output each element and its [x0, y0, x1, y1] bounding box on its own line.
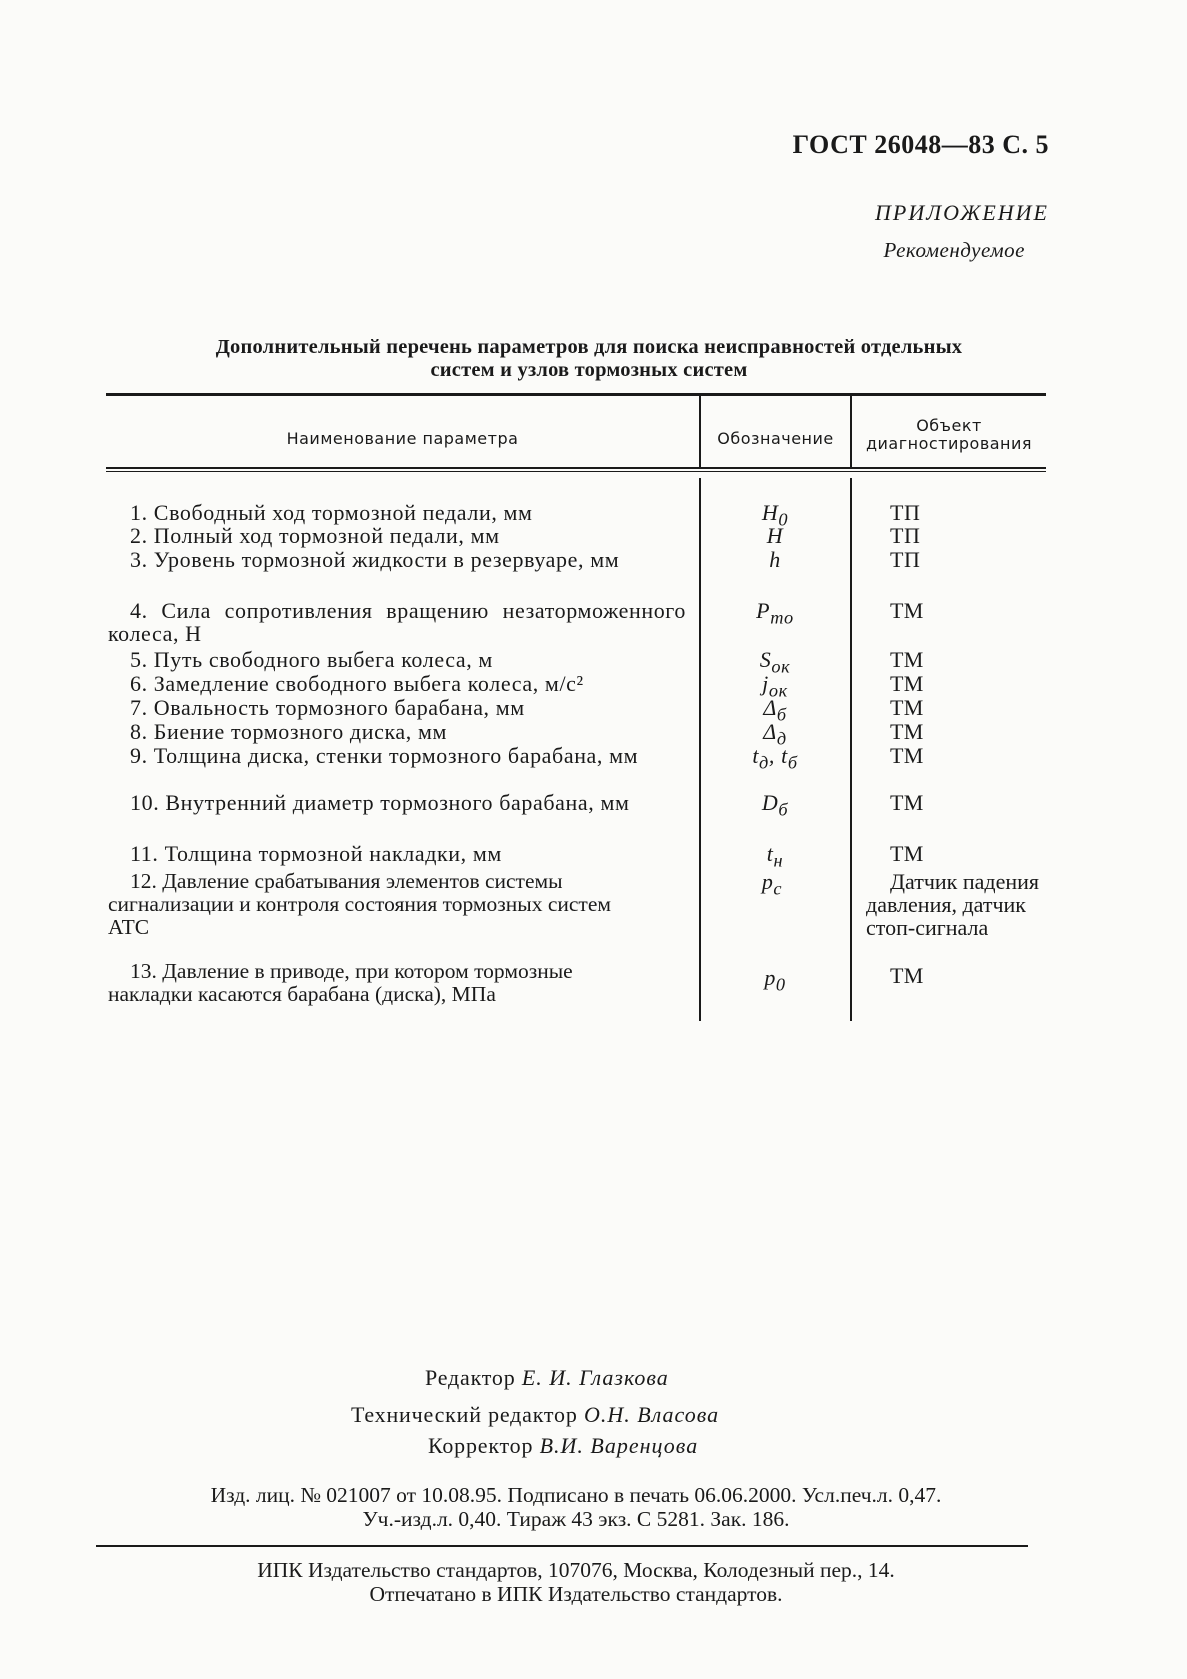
- table-row-4-object: ТМ: [890, 598, 924, 623]
- table-row-7-object: ТМ: [890, 695, 924, 720]
- table-title-line-1: Дополнительный перечень параметров для поиска неисправностей отдельных: [215, 336, 963, 358]
- tech-editor-name: О.Н. Власова: [583, 1402, 720, 1427]
- table-row-1-symbol: $H_0$: [761, 500, 789, 530]
- column-header-object: [852, 417, 1046, 453]
- appendix-status: Рекомендуемое: [883, 238, 1025, 262]
- table-row-10-object: ТМ: [890, 790, 924, 815]
- table-row-8-object: ТМ: [890, 719, 924, 744]
- column-header-object-line-1: Объект: [916, 416, 982, 435]
- table-row-2-object: ТП: [890, 523, 921, 548]
- table-row-1-name: 1. Свободный ход тормозной педали, мм: [130, 500, 533, 525]
- table-row-5-object: ТМ: [890, 647, 924, 672]
- table-row-7-name: 7. Овальность тормозного барабана, мм: [130, 695, 525, 720]
- table-row-12-object: Датчик падения давления, датчик стоп-сигнала: [866, 869, 1040, 940]
- column-header-symbol: Обозначение: [717, 429, 834, 448]
- table-row-3-object: ТП: [890, 547, 921, 572]
- table-title: [106, 336, 1072, 382]
- table-row-4-name: 4. Сила сопротивления вращению незаторможенного колеса, Н: [108, 598, 686, 646]
- imprint-line-4: Отпечатано в ИПК Издательство стандартов.: [369, 1582, 783, 1606]
- table-row-12-name: 12. Давление срабатывания элементов системы сигнализации и контроля состояния тормозных систем АТС: [108, 869, 611, 939]
- table-row-11-name: 11. Толщина тормозной накладки, мм: [130, 841, 502, 866]
- table-row-1-object: ТП: [890, 500, 921, 525]
- table-row-2-name: 2. Полный ход тормозной педали, мм: [130, 523, 500, 548]
- corrector-label: Корректор: [428, 1433, 534, 1458]
- table-row-6-symbol: $j_{ок}$: [762, 671, 788, 701]
- imprint-line-2: Уч.-изд.л. 0,40. Тираж 43 экз. С 5281. Зак. 186.: [362, 1507, 790, 1531]
- table-row-12-symbol: $p_c$: [761, 869, 783, 899]
- table-row-11-object: ТМ: [890, 841, 924, 866]
- column-header-name: Наименование параметра: [286, 429, 519, 448]
- table-row-9-symbol: $t_д$, $t_б$: [752, 743, 798, 773]
- appendix-label: ПРИЛОЖЕНИЕ: [875, 200, 1049, 225]
- table-row-2-symbol: H: [766, 523, 784, 548]
- table-row-13-name: 13. Давление в приводе, при котором тормозные накладки касаются барабана (диска), МПа: [108, 959, 573, 1006]
- table-row-6-object: ТМ: [890, 671, 924, 696]
- tech-editor-label: Технический редактор: [351, 1402, 578, 1427]
- editor-name: Е. И. Глазкова: [521, 1365, 669, 1390]
- table-header-rule: [106, 467, 1046, 469]
- imprint-divider: [96, 1545, 1028, 1547]
- imprint-line-3: ИПК Издательство стандартов, 107076, Москва, Колодезный пер., 14.: [257, 1558, 895, 1582]
- table-row-6-name: 6. Замедление свободного выбега колеса, м/с²: [130, 671, 584, 696]
- table-row-13-object: ТМ: [890, 963, 924, 988]
- table-row-4-symbol: $P_{то}$: [756, 598, 794, 628]
- table-row-3-name: 3. Уровень тормозной жидкости в резервуаре, мм: [130, 547, 620, 572]
- corrector-name: В.И. Варенцова: [539, 1433, 699, 1458]
- table-row-8-name: 8. Биение тормозного диска, мм: [130, 719, 448, 744]
- table-row-7-symbol: $\Delta_б$: [763, 695, 787, 725]
- table-row-9-object: ТМ: [890, 743, 924, 768]
- table-row-10-symbol: $D_б$: [761, 790, 789, 820]
- table-row-5-name: 5. Путь свободного выбега колеса, м: [130, 647, 493, 672]
- table-header-rule-second: [106, 471, 1046, 472]
- standard-page-header: ГОСТ 26048—83 С. 5: [792, 130, 1049, 159]
- table-top-rule: [106, 393, 1046, 396]
- corrector-credit: [428, 1433, 698, 1459]
- table-row-11-symbol: $t_н$: [766, 841, 784, 871]
- table-title-line-2: систем и узлов тормозных систем: [430, 359, 748, 381]
- column-divider-2-body: [850, 478, 852, 1021]
- table-row-13-symbol: $p_0$: [764, 965, 786, 995]
- table-row-3-symbol: h: [769, 547, 781, 572]
- tech-editor-credit: [351, 1402, 719, 1428]
- editor-label: Редактор: [425, 1365, 516, 1390]
- table-row-10-name: 10. Внутренний диаметр тормозного барабана, мм: [130, 790, 630, 815]
- table-row-8-symbol: $\Delta_д$: [763, 719, 787, 749]
- imprint-line-1: Изд. лиц. № 021007 от 10.08.95. Подписано в печать 06.06.2000. Усл.печ.л. 0,47.: [210, 1483, 942, 1507]
- column-header-object-line-2: диагностирования: [865, 434, 1033, 453]
- table-row-5-symbol: $S_{ок}$: [759, 647, 791, 677]
- editor-credit: [425, 1365, 669, 1391]
- column-divider-1-body: [699, 478, 701, 1021]
- table-row-9-name: 9. Толщина диска, стенки тормозного барабана, мм: [130, 743, 639, 768]
